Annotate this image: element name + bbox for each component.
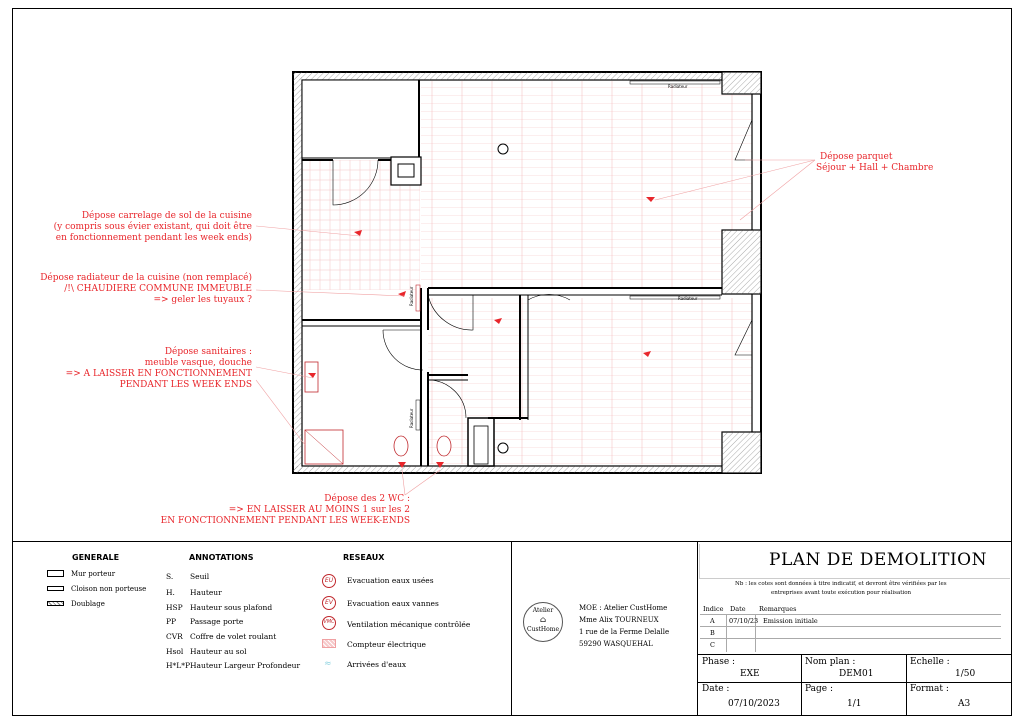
echelle-label: Echelle : <box>910 657 950 667</box>
abbr-code-0: S. <box>166 572 174 581</box>
phase-label: Phase : <box>702 657 736 667</box>
abbr-label-6: Hauteur Largeur Profondeur <box>190 661 301 670</box>
abbr-label-3: Passage porte <box>190 617 244 626</box>
arrivees-eau-icon: ≈ <box>324 659 332 669</box>
column-top <box>498 144 508 154</box>
format-label: Format : <box>910 684 949 694</box>
note-parquet-line-1: Dépose parquet <box>820 152 893 162</box>
date-label: Date : <box>702 684 730 694</box>
logo <box>523 602 563 642</box>
abbr-label-4: Coffre de volet roulant <box>190 632 277 641</box>
abbr-code-4: CVR <box>166 632 183 641</box>
reseau-label-3: Compteur électrique <box>347 640 426 649</box>
rev-a-remarque: Emission initiale <box>763 617 818 625</box>
doublage-swatch <box>47 601 64 606</box>
note-radiateur <box>40 273 252 306</box>
annotations-title: ANNOTATIONS <box>189 553 254 562</box>
rev-header-indice: Indice <box>703 605 724 613</box>
column-bottom <box>498 443 508 453</box>
parquet-chambre <box>528 298 752 464</box>
reseau-label-4: Arrivées d'eaux <box>347 660 407 669</box>
moe-line-2: Mme Alix TOURNEUX <box>579 616 659 624</box>
radiateur-cuisine-label: Radiateur <box>409 286 414 306</box>
rev-header-date: Date <box>730 605 746 613</box>
note-carrelage-line-2: (y compris sous évier existant, qui doit être <box>53 222 252 232</box>
reseau-label-2: Ventilation mécanique contrôlée <box>347 620 471 629</box>
radiateur-cuisine <box>416 285 420 311</box>
abbr-label-2: Hauteur sous plafond <box>190 603 273 612</box>
logo-chair-icon: ⌂ <box>539 615 547 624</box>
page-label: Page : <box>805 684 833 694</box>
mur-porteur-swatch <box>47 570 64 577</box>
compteur-swatch <box>322 639 336 648</box>
wc-2 <box>437 436 451 456</box>
legend-mur-porteur: Mur porteur <box>71 570 116 578</box>
reseau-label-1: Evacuation eaux vannes <box>347 599 439 608</box>
cloison-swatch <box>47 586 64 591</box>
phase-value: EXE <box>740 669 760 679</box>
note-sanitaires-line-2: meuble vasque, douche <box>144 358 252 368</box>
note-radiateur-line-2: /!\ CHAUDIERE COMMUNE IMMEUBLE <box>64 284 252 294</box>
legend-cloison: Cloison non porteuse <box>71 585 147 593</box>
legend-doublage: Doublage <box>71 600 105 608</box>
format-value: A3 <box>958 699 971 709</box>
note-parquet <box>816 152 933 174</box>
abbr-code-3: PP <box>166 617 177 626</box>
note-carrelage-line-3: en fonctionnement pendant les week ends) <box>55 233 252 243</box>
page-value: 1/1 <box>847 699 862 709</box>
nomplan-value: DEM01 <box>839 669 874 679</box>
moe-line-3: 1 rue de la Ferme Delalle <box>579 628 670 636</box>
title-block <box>13 541 1011 716</box>
reseaux-title: RESEAUX <box>343 553 385 562</box>
rev-a-indice: A <box>710 617 715 625</box>
note-wc-line-1: Dépose des 2 WC : <box>324 494 410 504</box>
eu-icon: EU <box>322 574 336 588</box>
parquet-sejour <box>421 81 752 287</box>
logo-line-2: CustHome <box>526 626 560 633</box>
radiateur-mid <box>630 296 720 299</box>
rev-a-date: 07/10/23 <box>729 617 759 625</box>
reseau-label-0: Evacuation eaux usées <box>347 576 434 585</box>
note-parquet-line-2: Séjour + Hall + Chambre <box>816 163 934 173</box>
abbr-label-5: Hauteur au sol <box>190 647 247 656</box>
ev-icon: EV <box>322 596 336 610</box>
nb-line-1: Nb : les cotes sont données à titre indicatif, et devront être vérifiées par les <box>735 581 947 587</box>
note-wc-line-3: EN FONCTIONNEMENT PENDANT LES WEEK-ENDS <box>160 516 410 526</box>
note-sanitaires-line-4: PENDANT LES WEEK ENDS <box>119 380 252 390</box>
note-sanitaires <box>66 347 252 391</box>
generale-title: GENERALE <box>72 553 120 562</box>
note-sanitaires-line-3: => A LAISSER EN FONCTIONNEMENT <box>65 369 252 379</box>
rev-b-indice: B <box>710 629 715 637</box>
wc-1 <box>394 436 408 456</box>
room-top-left <box>302 80 419 158</box>
note-sanitaires-line-1: Dépose sanitaires : <box>164 347 252 357</box>
note-wc <box>161 494 410 527</box>
nb-line-2: entreprises avant toute exécution pour réalisation <box>771 590 912 596</box>
abbr-label-0: Seuil <box>190 572 210 581</box>
radiateur-top-label: Radiateur <box>668 84 688 89</box>
vmc-icon: VMC <box>322 616 336 630</box>
radiateur-mid-label: Radiateur <box>678 296 698 301</box>
note-wc-line-2: => EN LAISSER AU MOINS 1 sur les 2 <box>228 505 410 515</box>
abbr-code-6: H*L*P <box>166 661 191 670</box>
note-radiateur-line-1: Dépose radiateur de la cuisine (non remplacé) <box>40 273 252 283</box>
plan-title: PLAN DE DEMOLITION <box>769 550 987 570</box>
note-carrelage <box>54 211 252 244</box>
radiateur-sdb-label: Radiateur <box>409 408 414 428</box>
radiateur-sdb <box>416 400 420 430</box>
date-value: 07/10/2023 <box>728 699 780 709</box>
rev-header-remarques: Remarques <box>759 605 797 613</box>
moe-line-1: MOE : Atelier CustHome <box>579 604 668 612</box>
abbr-label-1: Hauteur <box>190 588 222 597</box>
note-carrelage-line-1: Dépose carrelage de sol de la cuisine <box>81 211 252 221</box>
logo-line-1: Atelier <box>532 607 554 614</box>
rev-c-indice: C <box>710 641 715 649</box>
abbr-code-1: H. <box>166 588 175 597</box>
abbr-code-5: Hsol <box>166 647 184 656</box>
nomplan-label: Nom plan : <box>805 657 856 667</box>
abbr-code-2: HSP <box>166 603 183 612</box>
moe-line-4: 59290 WASQUEHAL <box>579 640 653 648</box>
echelle-value: 1/50 <box>955 669 976 679</box>
note-radiateur-line-3: => geler les tuyaux ? <box>153 295 252 305</box>
